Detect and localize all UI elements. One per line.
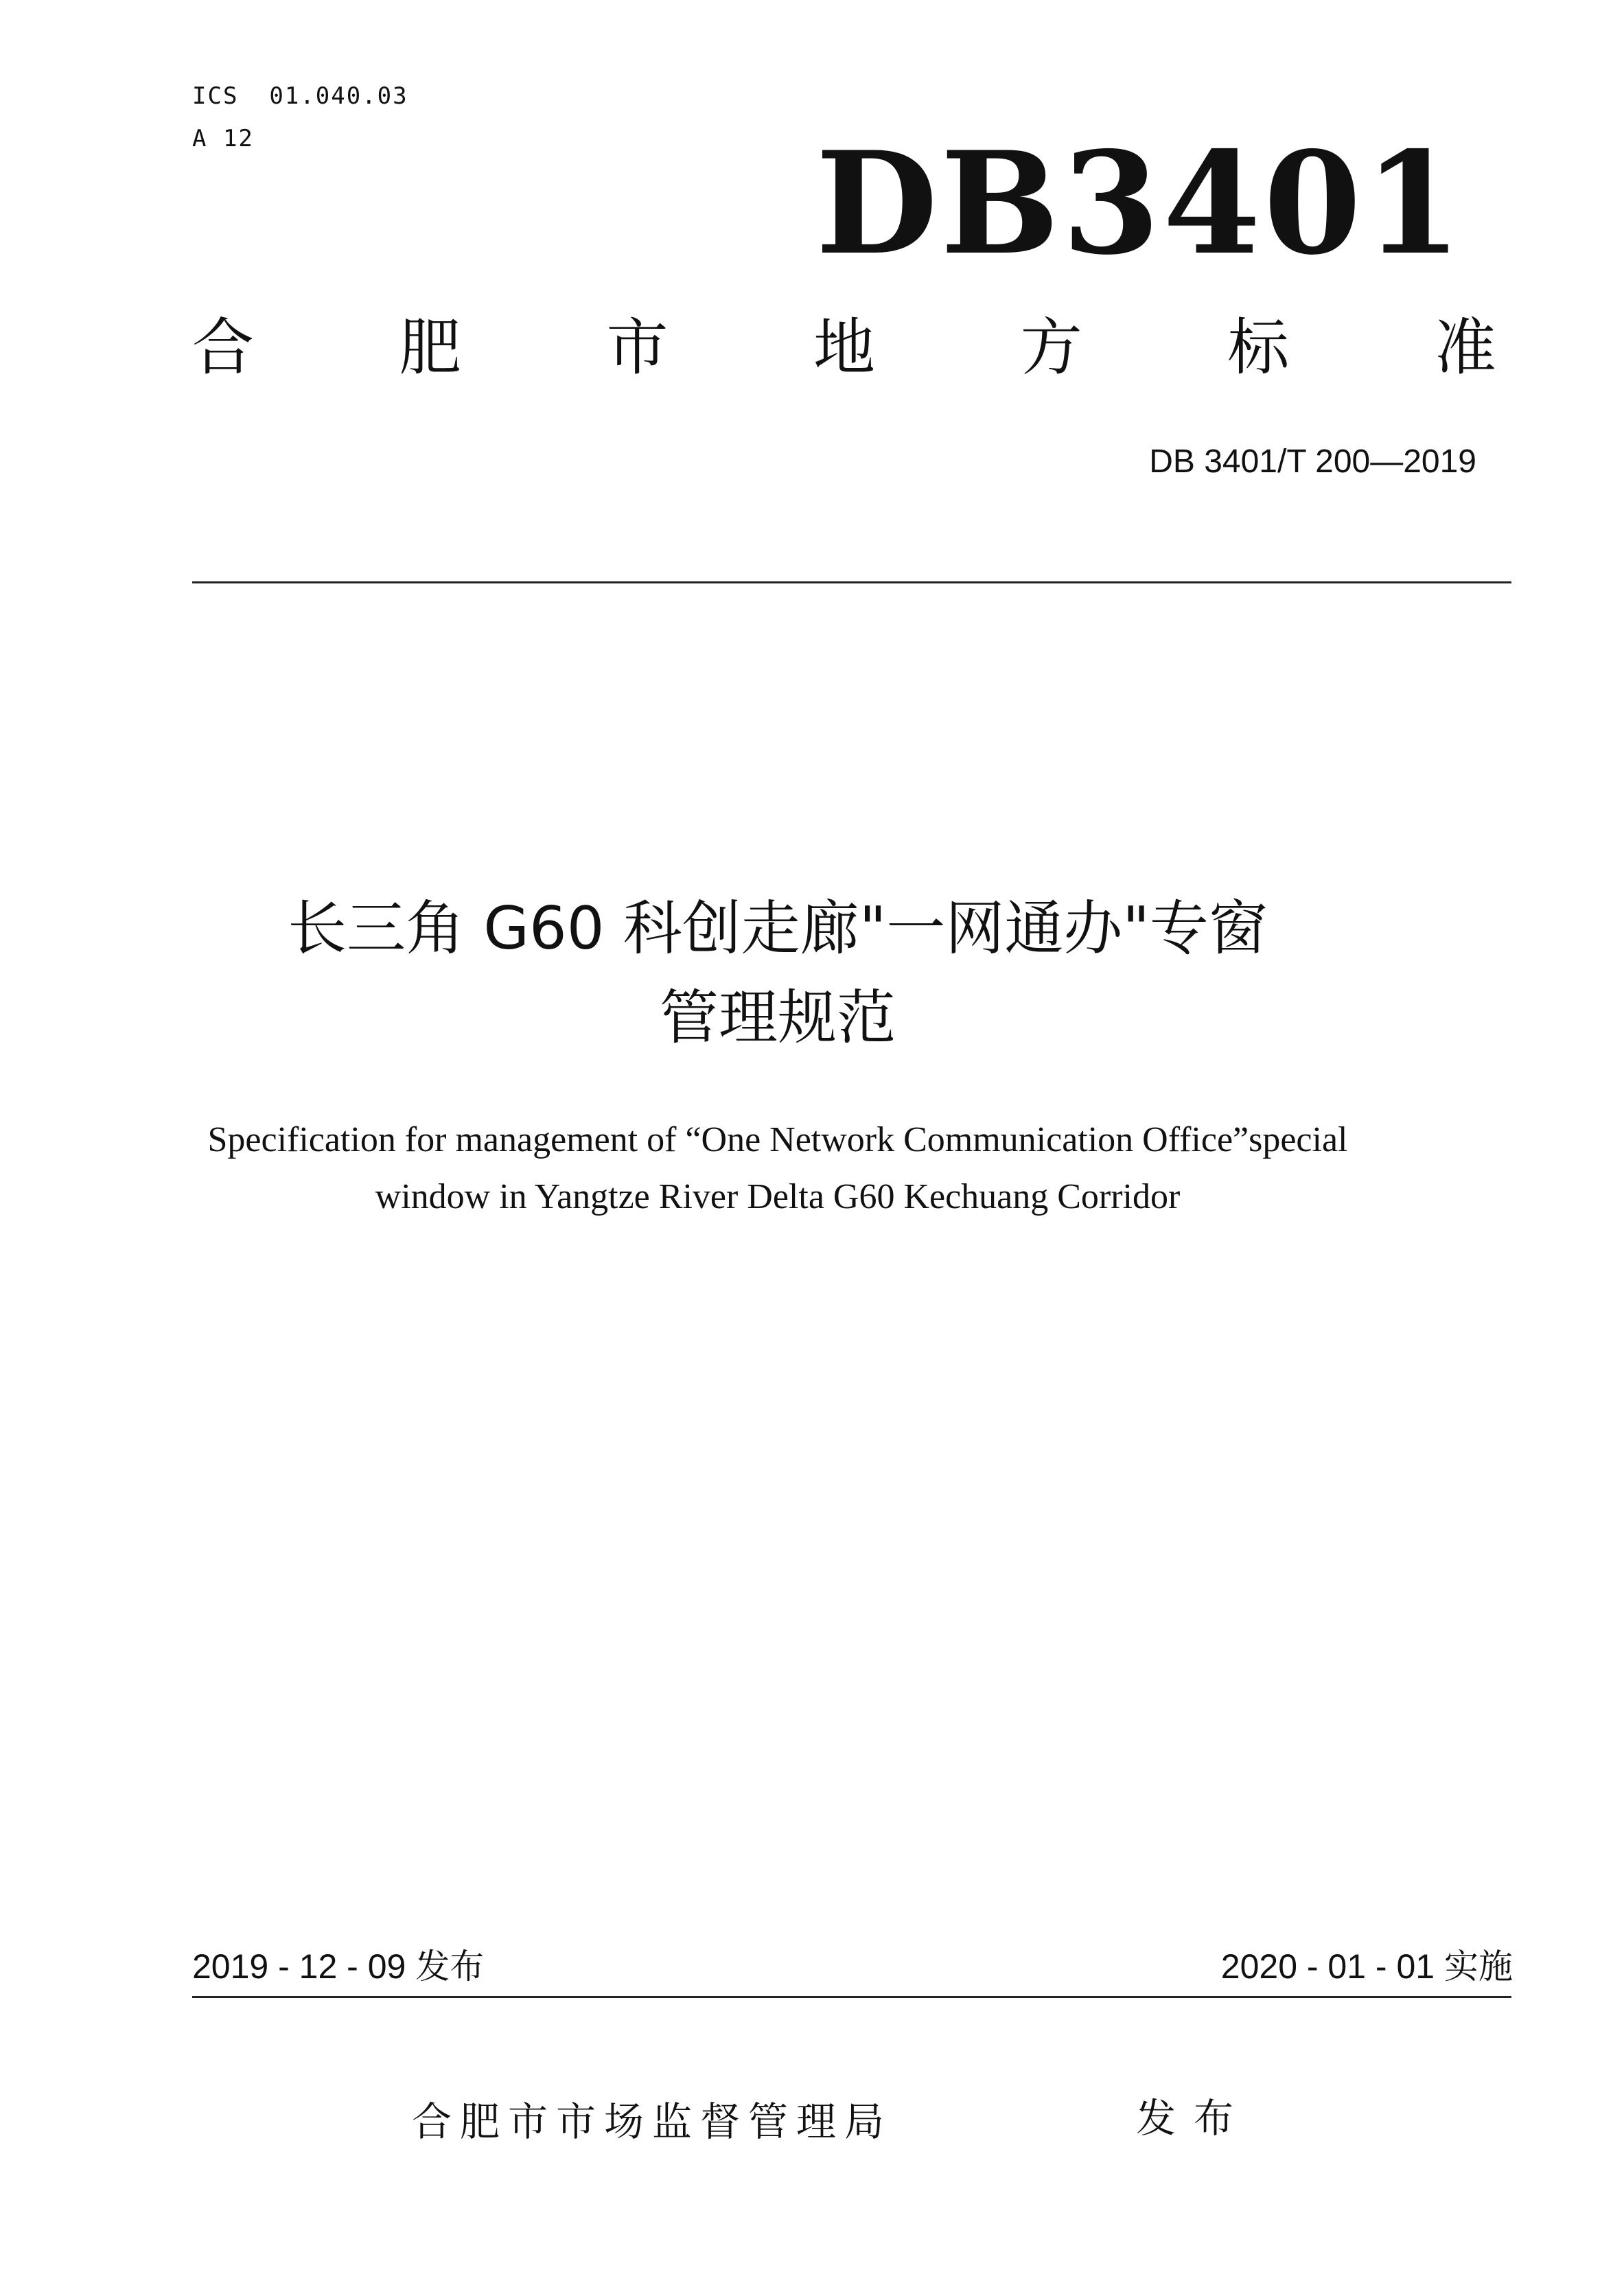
header-divider: [192, 581, 1511, 583]
title-en-line2: window in Yangtze River Delta G60 Kechuang Corridor: [375, 1177, 1181, 1216]
standard-type-char: 标: [1227, 312, 1290, 384]
standard-type-char: 方: [1020, 312, 1082, 384]
standard-type-char: 准: [1434, 312, 1496, 384]
standard-type-char: 地: [813, 312, 875, 384]
standard-type-title: [192, 312, 1496, 384]
title-en-line1: Specification for management of “One Network Communication Office”special: [207, 1120, 1348, 1159]
title-cn-line2: 管理规范: [660, 984, 896, 1052]
classification-code: A 12: [192, 125, 254, 152]
standard-code: DB3401: [815, 121, 1465, 286]
ics-code: ICS 01.040.03: [192, 82, 408, 110]
standard-type-char: 市: [606, 312, 669, 384]
standard-type-char: 合: [192, 312, 254, 384]
publish-label: 发布: [1136, 2095, 1252, 2142]
standard-number: DB 3401/T 200—2019: [1149, 443, 1476, 480]
title-cn-line1: 长三角 G60 科创走廊"一网通办"专窗: [288, 894, 1268, 963]
effective-date: 2020 - 01 - 01 实施: [1220, 1947, 1513, 1986]
standard-type-char: 肥: [399, 312, 461, 384]
footer-divider: [192, 1996, 1511, 1998]
issue-date: 2019 - 12 - 09 发布: [192, 1947, 485, 1986]
publisher-name: 合肥市市场监督管理局: [412, 2098, 893, 2145]
